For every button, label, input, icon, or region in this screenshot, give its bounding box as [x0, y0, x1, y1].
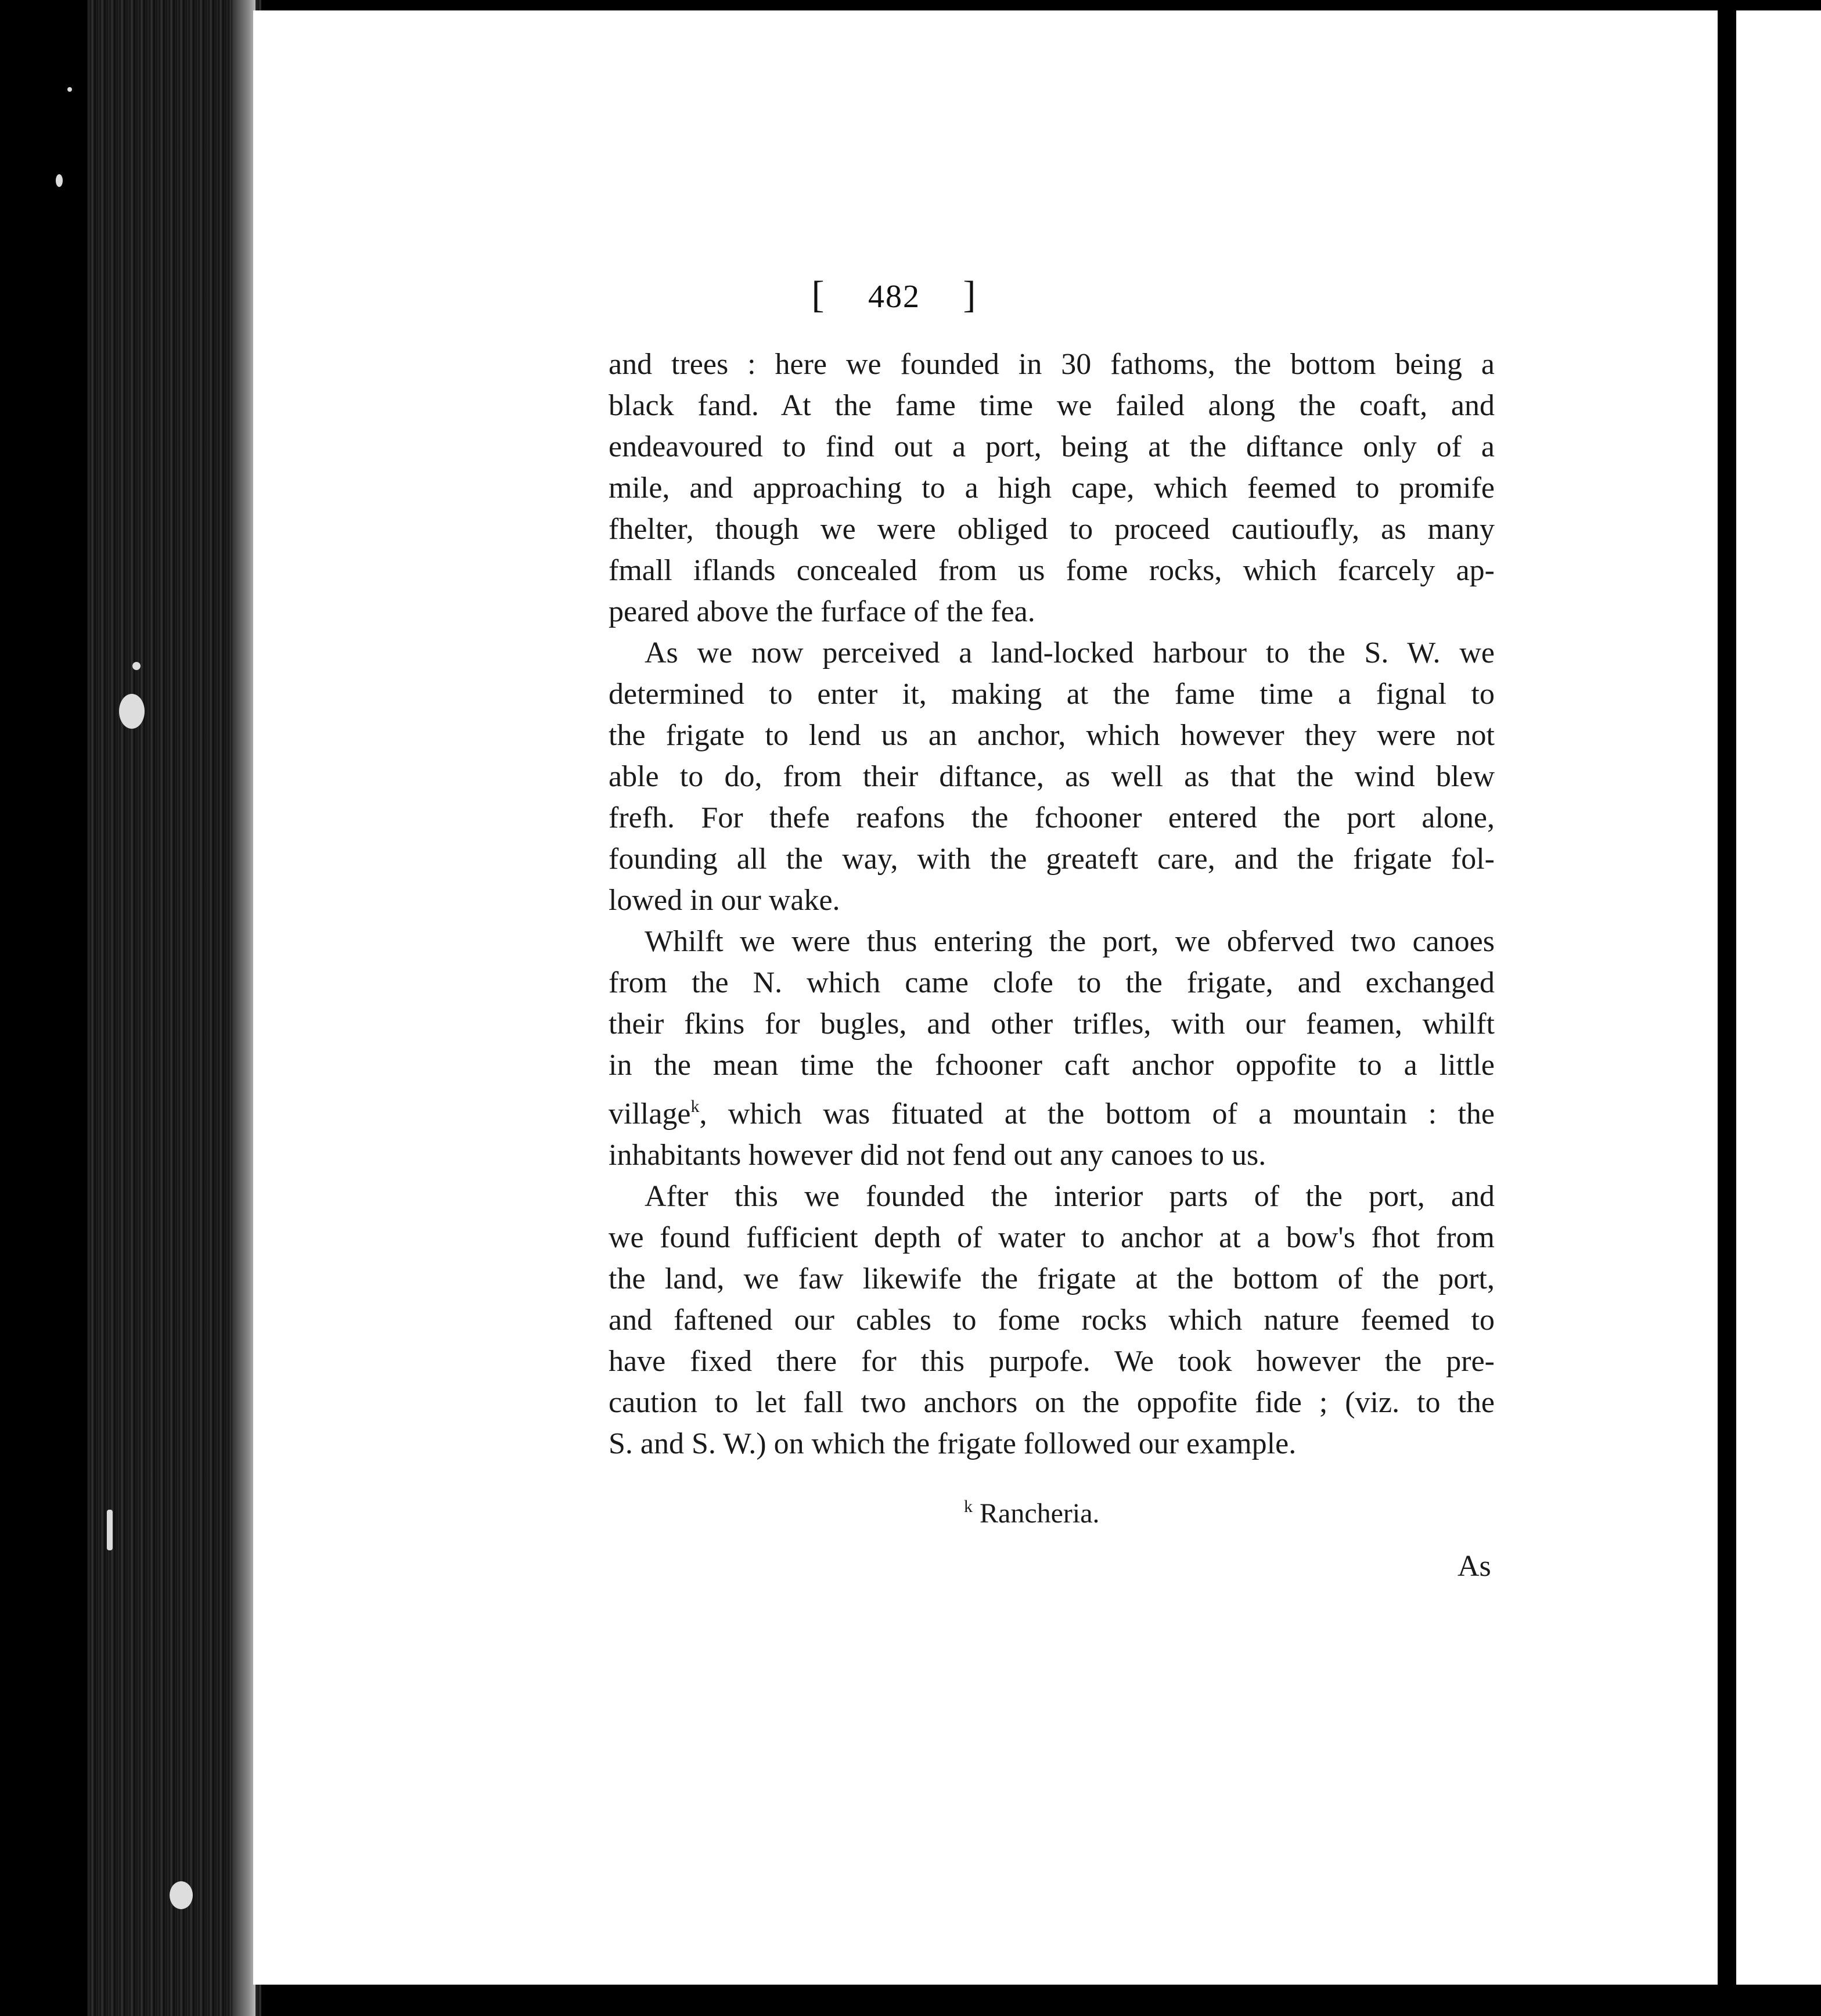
paragraph-3	[609, 921, 1495, 1176]
text-line: fmall iflands concealed from us fome rocks, which fcarcely ap-	[609, 554, 1495, 587]
text-line-village	[609, 1086, 1495, 1135]
scan-speck	[107, 1510, 113, 1550]
page-header	[604, 273, 1185, 317]
text-line: we found fufficient depth of water to anchor at a bow's fhot from	[609, 1221, 1495, 1254]
scan-speck	[56, 174, 63, 187]
text-line: founding all the way, with the greateft care, and the frigate fol-	[609, 843, 1495, 876]
text-line: lowed in our wake.	[609, 884, 840, 917]
text-line: and trees : here we founded in 30 fathoms, the bottom being a	[609, 348, 1495, 381]
footnote-reference: k	[690, 1097, 700, 1116]
catchword: As	[1457, 1550, 1491, 1583]
text-line: After this we founded the interior parts of the port, and	[645, 1180, 1495, 1213]
scan-speck	[119, 694, 145, 729]
header-bracket-open: [	[811, 273, 826, 316]
text-line: As we now perceived a land-locked harbour to the S. W. we	[645, 636, 1495, 669]
text-line: the land, we faw likewife the frigate at the bottom of the port,	[609, 1262, 1495, 1295]
paragraph-4	[609, 1176, 1495, 1464]
text-line: Whilft we were thus entering the port, we obferved two canoes	[645, 925, 1495, 958]
village-line-rest: , which was fituated at the bottom of a mountain : the	[699, 1097, 1495, 1131]
scan-speck	[170, 1881, 193, 1909]
text-line: endeavoured to find out a port, being at the diftance only of a	[609, 430, 1495, 463]
paragraph-2	[609, 632, 1495, 921]
page-gutter-shadow	[232, 0, 255, 2016]
text-line: black fand. At the fame time we failed along the coaft, and	[609, 389, 1495, 422]
village-word: village	[609, 1097, 691, 1131]
text-line: mile, and approaching to a high cape, which feemed to promife	[609, 471, 1495, 505]
footnote	[964, 1497, 1100, 1529]
text-line: from the N. which came clofe to the frigate, and exchanged	[609, 966, 1495, 999]
footnote-mark: k	[964, 1497, 973, 1516]
text-line: S. and S. W.) on which the frigate followed our example.	[609, 1427, 1297, 1460]
text-line: determined to enter it, making at the fame time a fignal to	[609, 678, 1495, 711]
text-line: the frigate to lend us an anchor, which however they were not	[609, 719, 1495, 752]
scan-speck	[67, 87, 72, 92]
header-bracket-close: ]	[963, 273, 977, 316]
text-line: and faftened our cables to fome rocks which nature feemed to	[609, 1304, 1495, 1337]
text-line: able to do, from their diftance, as well as that the wind blew	[609, 760, 1495, 793]
page-body	[609, 344, 1495, 1464]
text-line: have fixed there for this purpofe. We took however the pre-	[609, 1345, 1495, 1378]
text-line: inhabitants however did not fend out any canoes to us.	[609, 1139, 1266, 1172]
text-line: their fkins for bugles, and other trifles, with our feamen, whilft	[609, 1007, 1495, 1041]
text-line: frefh. For thefe reafons the fchooner entered the port alone,	[609, 801, 1495, 834]
facing-page-edge	[1736, 10, 1821, 1985]
text-line: peared above the furface of the fea.	[609, 595, 1035, 628]
footnote-text: Rancheria.	[980, 1498, 1100, 1529]
text-line: in the mean time the fchooner caft anchor oppofite to a little	[609, 1049, 1495, 1082]
text-line: caution to let fall two anchors on the oppofite fide ; (viz. to the	[609, 1386, 1495, 1419]
page-divider	[1718, 0, 1739, 2016]
text-line: fhelter, though we were obliged to proceed cautioufly, as many	[609, 513, 1495, 546]
scan-speck	[132, 662, 141, 670]
paragraph-1	[609, 344, 1495, 632]
page-number: 482	[868, 279, 920, 315]
